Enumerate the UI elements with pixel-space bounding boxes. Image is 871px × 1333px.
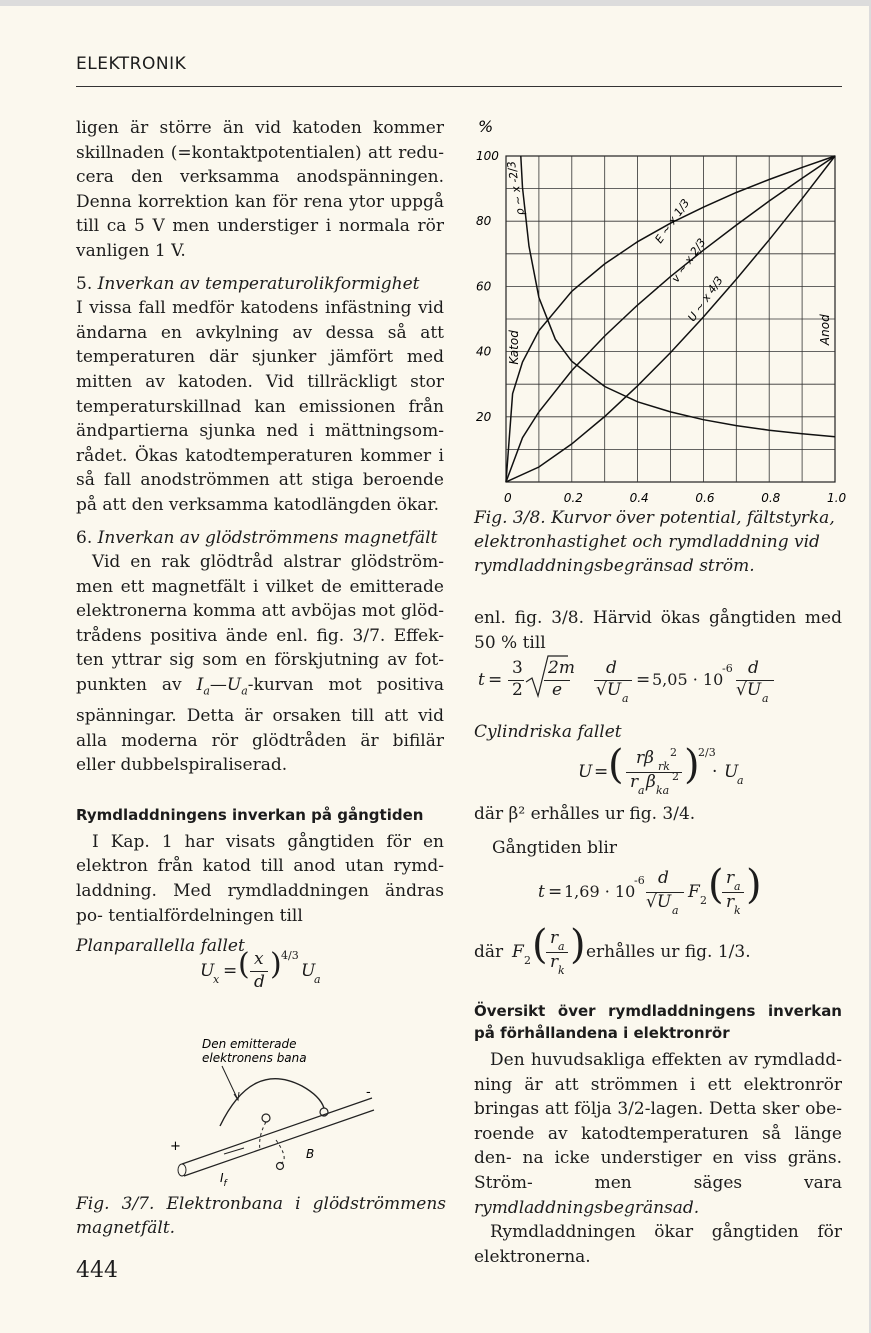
t1-a2: a <box>762 692 769 705</box>
cyl-den-r: r <box>630 772 639 792</box>
t1-t: t <box>478 670 485 690</box>
fig37-field-dot-2 <box>277 1163 284 1170</box>
fig37-plus-sign: + <box>170 1139 181 1154</box>
t1-sqrtu: √U <box>596 680 622 700</box>
figure-3-8-chart <box>474 110 846 502</box>
fig37-label-arrow <box>222 1066 238 1100</box>
fig37-filament <box>182 1098 374 1176</box>
transit-time-text: Gångtiden blir <box>492 838 617 858</box>
ux-symbol: U <box>200 961 215 981</box>
ia-symbol: I <box>196 675 204 696</box>
heading-overview: Översikt över rymdladdningens inverkan på förhållandena i elektronrör <box>474 1002 842 1042</box>
t2-d: d <box>658 868 669 888</box>
left-column <box>76 116 444 959</box>
chart-x-tick-label: 0,8 <box>761 491 781 502</box>
ia-subscript: a <box>203 684 210 698</box>
chart-y-tick-label: 100 <box>476 149 499 163</box>
chart-x-tick-label: 0 <box>504 491 512 502</box>
chart-anode-label: Anod <box>818 314 832 346</box>
fig37-filament-end <box>178 1164 186 1176</box>
t2-coef: 1,69 · 10 <box>564 882 636 901</box>
chart-y-tick-label: 60 <box>476 279 492 294</box>
right-column-lower <box>474 1000 842 1269</box>
section-6-text-a: Vid en rak glödtråd alstrar glödström- men ett magnetfält i vilket de emitterade elektronerna komma att avböjas mot glöd- trådens positiva ände enl. fig. 3/7. Effek- ten yttrar sig som en förskjutning av fot- punkten av <box>76 552 444 696</box>
cyl-ua: U <box>724 762 739 782</box>
t2-ra-sub: a <box>734 880 741 893</box>
formula-u-cyl <box>578 744 778 804</box>
fig38-caption: Fig. 3/8. Kurvor över potential, fältstyrka, elektronhastighet och rymdladdning vid rymdladdningsbegränsad ström. <box>474 508 835 576</box>
ux-equals: = <box>223 961 238 981</box>
chart-y-tick-label: 80 <box>476 214 492 229</box>
fig37-electron-path <box>220 1079 324 1126</box>
ux-exponent: 4/3 <box>281 949 299 962</box>
running-header: ELEKTRONIK <box>76 54 187 74</box>
t2-f-sub: 2 <box>700 894 707 907</box>
chart-series-label: ρ ~ x -2/3 <box>504 160 528 217</box>
formula-t-plan <box>478 660 848 710</box>
t1-eq2: = <box>636 670 651 690</box>
cyl-den-sup: 2 <box>672 770 679 783</box>
ua-subscript: a <box>241 684 248 698</box>
t2-sqrtu: √U <box>646 892 672 912</box>
main-effect-italic: rymdladdningsbegränsad. <box>474 1197 700 1218</box>
chart-series-label: U ~ x 4/3 <box>685 273 726 325</box>
fig37-if-label <box>220 1171 229 1189</box>
cyl-exp: 2/3 <box>698 746 716 759</box>
chart-x-tick-label: 0,6 <box>695 491 715 502</box>
t1-d: d <box>606 658 617 678</box>
section-6-heading <box>76 526 444 551</box>
right-column <box>474 606 842 655</box>
t2-a: a <box>672 904 679 917</box>
f2-rest: erhålles ur fig. 1/3. <box>586 942 751 962</box>
beta-text: där β² erhålles ur fig. 3/4. <box>474 804 696 824</box>
header-rule <box>76 86 842 87</box>
t2-paren-close: ) <box>746 862 762 908</box>
ua-symbol: U <box>226 675 242 696</box>
ux-denominator: d <box>254 972 265 992</box>
chart-labels-group <box>476 117 846 502</box>
cyl-paren-close: ) <box>684 742 700 788</box>
t1-eq: = <box>488 670 503 690</box>
cyl-num-sup: 2 <box>670 746 677 759</box>
t1-2m: 2m <box>548 658 575 678</box>
paragraph-main-effect <box>474 1048 842 1220</box>
f2-f-sub: 2 <box>524 954 531 967</box>
section-6-number: 6. <box>76 527 93 548</box>
f2-ra-sub: a <box>558 940 565 953</box>
t1-three: 3 <box>512 658 523 678</box>
fig37-field-dot <box>262 1114 270 1122</box>
cyl-dot: · <box>712 762 718 782</box>
main-effect-text: Den huvudsakliga effekten av rymdladd- ning är att strömmen i ett elektronrör bringas att följa 3/2-lagen. Detta sker obe- roende av katodtemperaturen så länge den- na icke understiger en viss gräns. Ström- men säges vara <box>474 1050 842 1193</box>
paragraph-enl-fig: enl. fig. 3/8. Härvid ökas gångtiden med 50 % till <box>474 608 842 653</box>
f2-paren-close: ) <box>570 922 586 968</box>
chart-series-label: E ~ x 1/3 <box>652 196 693 246</box>
paragraph-kap1: I Kap. 1 har visats gångtiden för en elektron från katod till anod utan rymd- laddning. Med rymdladdningen ändras po- tentialfördelningen till <box>76 831 444 926</box>
fig37-caption: Fig. 3/7. Elektronbana i glödströmmens magnetfält. <box>76 1194 446 1238</box>
cyl-paren-open: ( <box>608 742 624 788</box>
formula-ux <box>200 947 340 1001</box>
section-5-title: Inverkan av temperaturolikformighet <box>97 273 420 294</box>
cyl-eq: = <box>594 762 609 782</box>
ux-subscript: x <box>213 973 220 986</box>
cyl-u: U <box>578 762 593 782</box>
fig37-label-line2: elektronens bana <box>202 1051 307 1065</box>
ia-ua-dash: — <box>209 675 227 696</box>
cyl-ua-sub: a <box>737 774 744 787</box>
t1-d2: d <box>748 658 759 678</box>
t2-eq: = <box>548 882 563 902</box>
t2-t: t <box>538 882 545 902</box>
section-6-title: Inverkan av glödströmmens magnetfält <box>97 527 438 548</box>
chart-grid <box>506 156 835 482</box>
section-6-text <box>76 550 444 778</box>
t2-rk-sub: k <box>734 904 741 917</box>
t1-two: 2 <box>512 680 523 700</box>
chart-y-tick-label: 20 <box>476 409 492 424</box>
section-6-text-b: -kurvan mot positiva spänningar. Detta är orsaken till att vid alla moderna rör glödtråden är bifilär eller dubbelspiraliserad. <box>76 675 444 776</box>
chart-cathode-label: Katod <box>507 330 521 365</box>
planparallel-label: Planparallella fallet <box>76 936 245 957</box>
cyl-num: rβ <box>636 748 654 768</box>
cyl-den-beta: β <box>646 772 656 792</box>
section-5-number: 5. <box>76 273 93 294</box>
figure-3-7 <box>160 1036 400 1196</box>
chart-x-tick-label: 1,0 <box>827 491 846 502</box>
paragraph-transit-increase: Rymdladdningen ökar gångtiden för elektronerna. <box>474 1222 842 1267</box>
t1-coef: 5,05 · 10 <box>652 670 724 689</box>
ux-paren-open: ( <box>238 947 250 982</box>
t1-exp: -6 <box>722 662 733 675</box>
ux-paren-close: ) <box>270 947 282 982</box>
chart-x-tick-label: 0,2 <box>563 491 583 502</box>
f2-rk: r <box>550 952 559 972</box>
cyl-den-sub1: a <box>638 784 645 797</box>
fig37-b-label: B <box>306 1147 315 1161</box>
fig37-if-symbol: I <box>220 1171 224 1185</box>
f2-dar: där <box>474 942 504 962</box>
t2-ra: r <box>726 868 735 888</box>
chart-x-tick-label: 0,4 <box>629 491 649 502</box>
heading-space-charge-transit: Rymdladdningens inverkan på gångtiden <box>76 805 424 824</box>
t2-exp: -6 <box>634 874 645 887</box>
fig37-label-line1: Den emitterade <box>202 1037 297 1051</box>
t2-rk: r <box>726 892 735 912</box>
formula-t-cyl <box>538 864 778 924</box>
t1-a: a <box>622 692 629 705</box>
t1-sqrtu2: √U <box>736 680 762 700</box>
document-page <box>0 6 869 1333</box>
f2-paren-open: ( <box>532 922 548 968</box>
chart-y-axis-label: % <box>478 117 494 136</box>
section-5-heading <box>76 272 444 297</box>
paragraph-contact-potential: ligen är större än vid katoden kommer skillnaden (=kontaktpotentialen) att redu- cera den verksamma anodspänningen. Denna korrektion kan för rena ytor uppgå till ca 5 V men understiger i normala rör vanligen 1 V. <box>76 118 444 261</box>
section-5-text: I vissa fall medför katodens infästning vid ändarna en avkylning av dessa så att temperaturen där sjunker jämfört med mitten av katoden. Vid tillräckligt stor temperaturskillnad kan emissionen från ändpartierna sjunka ned i mättningsom- rådet. Ökas katodtemperaturen kommer i så fall anodströmmen att stiga beroende på att den verksamma katodlängden ökar. <box>76 298 444 515</box>
f2-line <box>474 922 844 982</box>
cylindrical-label: Cylindriska fallet <box>474 722 622 742</box>
f2-f: F <box>512 942 524 962</box>
t1-e: e <box>552 680 563 700</box>
f2-ra: r <box>550 928 559 948</box>
cyl-num-sub: rk <box>658 760 670 773</box>
chart-y-tick-label: 40 <box>476 344 492 359</box>
ua-subscript-formula: a <box>314 973 321 986</box>
fig37-if-subscript: f <box>223 1179 227 1189</box>
ux-numerator: x <box>254 949 264 969</box>
f2-rk-sub: k <box>558 964 565 977</box>
fig37-minus-sign: - <box>366 1085 371 1100</box>
page-number: 444 <box>76 1258 118 1283</box>
ua-symbol-formula: U <box>301 961 316 981</box>
t2-paren-open: ( <box>708 862 724 908</box>
cyl-den-sub2: ka <box>656 784 670 797</box>
t2-f: F <box>688 882 700 902</box>
chart-series-label: v ~ x 2/3 <box>668 236 709 285</box>
